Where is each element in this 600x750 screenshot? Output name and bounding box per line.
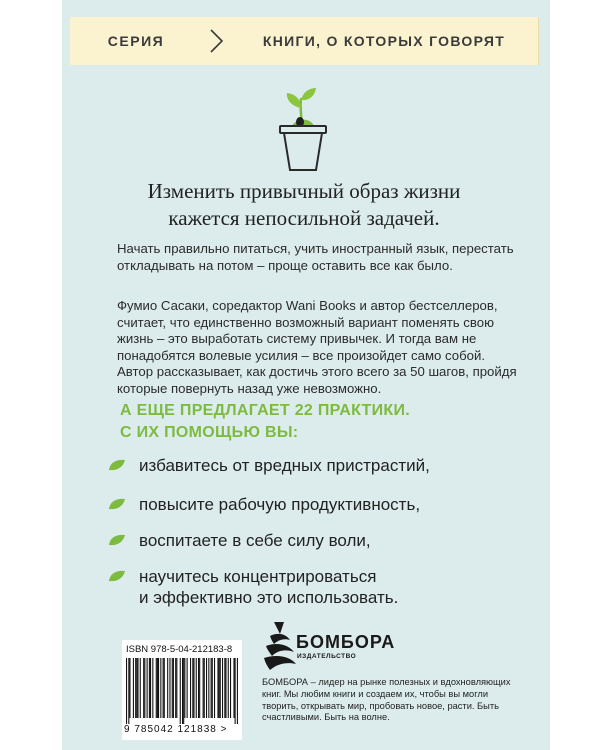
bombora-logo-icon <box>262 620 298 672</box>
benefit-text: воспитаете в себе силу воли, <box>139 531 371 550</box>
publisher-name: БОМБОРА <box>296 632 396 652</box>
leaf-bullet-icon <box>108 459 126 471</box>
chevron-right-icon <box>202 27 230 55</box>
publisher-subtitle: ИЗДАТЕЛЬСТВО <box>297 653 357 660</box>
intro-paragraph: Начать правильно питаться, учить иностранный язык, перестать откладывать на потом – проще оставить все как было. <box>117 241 514 273</box>
practices-heading <box>120 400 520 444</box>
benefit-item <box>108 566 528 608</box>
headline-line-1: Изменить привычный образ жизни <box>147 179 461 203</box>
publisher-about: БОМБОРА – лидер на рынке полезных и вдохновляющих книг. Мы любим книги и создаем их, чтобы вы могли творить, открывать мир, пробовать новое, расти. Быть счастливыми. Быть на волне. <box>262 677 511 723</box>
benefit-text: повысите рабочую продуктивность, <box>139 495 421 514</box>
benefit-text <box>139 566 398 608</box>
leaf-bullet-icon <box>108 570 126 582</box>
benefit-item <box>108 530 528 551</box>
barcode <box>126 658 238 724</box>
headline-line-2: кажется непосильной задачей. <box>168 206 440 230</box>
leaf-bullet-icon <box>108 498 126 510</box>
benefit-text-line-2: и эффективно это использовать. <box>139 588 399 607</box>
practices-line-1: А ЕЩЕ ПРЕДЛАГАЕТ 22 ПРАКТИКИ. <box>120 402 411 419</box>
barcode-panel <box>122 640 242 740</box>
seedling-pot-icon <box>270 84 334 174</box>
headline <box>70 178 538 232</box>
benefit-item <box>108 494 528 515</box>
series-name: КНИГИ, О КОТОРЫХ ГОВОРЯТ <box>262 33 506 49</box>
practices-line-2: С ИХ ПОМОЩЬЮ ВЫ: <box>120 424 299 441</box>
isbn-number: ISBN 978-5-04-212183-8 <box>126 644 233 655</box>
barcode-digits: 9 785042 121838 > <box>124 724 228 735</box>
author-paragraph: Фумио Сасаки, соредактор Wani Books и автор бестселлеров, считает, что единственно возможный вариант поменять свою жизнь – это выработать систему привычек. И тогда вам не понадобятся волевые усилия – все произойдет само собой. Автор рассказывает, как достичь этого всего за 50 шагов, пройдя которые повернуть назад уже невозможно. <box>117 298 517 396</box>
benefit-text: избавитесь от вредных пристрастий, <box>139 456 430 475</box>
series-label: СЕРИЯ <box>107 33 165 49</box>
leaf-bullet-icon <box>108 534 126 546</box>
benefit-text-line-1: научитесь концентрироваться <box>139 567 377 586</box>
series-banner <box>70 17 539 65</box>
benefit-item <box>108 455 528 476</box>
